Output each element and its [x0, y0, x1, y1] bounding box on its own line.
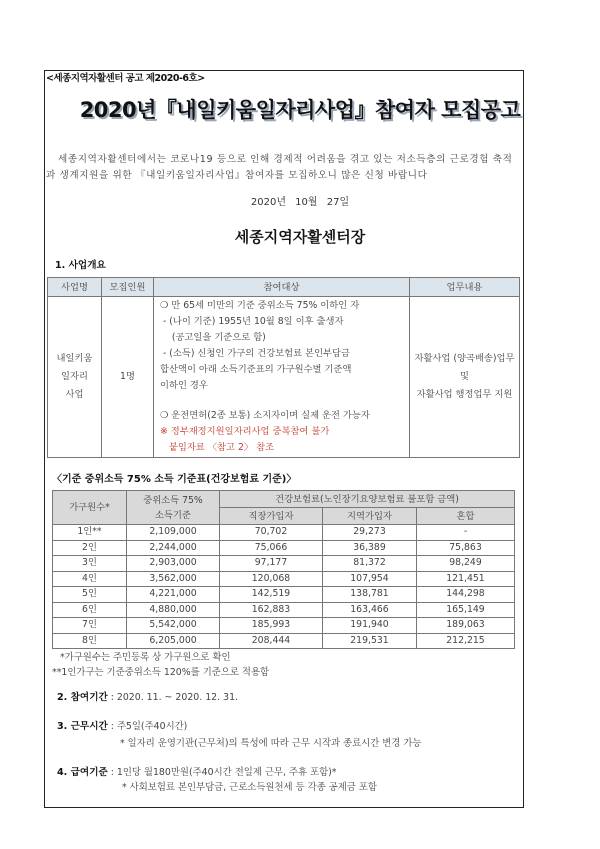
text: 사업: [65, 389, 84, 400]
income-criteria-table: [52, 490, 515, 649]
table-row: [53, 618, 515, 634]
table-row: [53, 602, 515, 618]
table-cell: 8인: [53, 633, 127, 649]
section4: [52, 765, 515, 780]
header-cell: 모집인원: [102, 278, 154, 297]
notice-date: 2020년 10월 27일: [250, 197, 350, 208]
spacer: [160, 394, 409, 408]
table-cell: 6,205,000: [127, 633, 220, 649]
table-cell: 75,066: [220, 540, 323, 556]
target-line: - (나이 기준) 1955년 10월 8일 이후 출생자: [160, 316, 344, 327]
table-cell: 81,372: [323, 556, 417, 572]
table-row: [53, 587, 515, 603]
intro-line-2: 과 생계지원을 위한 『내일키움일자리사업』참여자를 모집하오니 많은 신청 바랍니다: [46, 170, 428, 181]
text: 중위소득 75%: [143, 494, 203, 506]
table-cell: 2,109,000: [127, 525, 220, 541]
table-row: [53, 525, 515, 541]
table-row: [53, 571, 515, 587]
income-table-caption: 〈기준 중위소득 75% 소득 기준표(건강보험료 기준)〉: [52, 474, 297, 485]
table-cell: 212,215: [417, 633, 515, 649]
header-cell: 지역가입자: [323, 508, 417, 525]
header-cell: 업무내용: [410, 278, 520, 297]
table-cell: 121,451: [417, 571, 515, 587]
section3: [52, 719, 515, 734]
table-cell: 5,542,000: [127, 618, 220, 634]
target-line: ❍ 만 65세 미만의 기준 중위소득 75% 이하인 자: [160, 300, 360, 311]
page-title: 2020년『내일키움일자리사업』참여자 모집공고: [79, 98, 521, 122]
section3-note: * 일자리 운영기관(근무처)의 특성에 따라 근무 시작과 종료시간 변경 가능: [120, 738, 422, 749]
target-warning: ※ 정부재정지원일자리사업 중복참여 불가: [160, 426, 330, 437]
table-cell: 191,940: [323, 618, 417, 634]
header-cell: [127, 491, 220, 525]
table-cell: 97,177: [220, 556, 323, 572]
header-cell: 직장가입자: [220, 508, 323, 525]
table-cell: 70,702: [220, 525, 323, 541]
table-cell: 2,244,000: [127, 540, 220, 556]
signature: 세종지역자활센터장: [234, 228, 366, 246]
table-cell: 144,298: [417, 587, 515, 603]
table-cell: 208,444: [220, 633, 323, 649]
section3-value: : 주5일(주40시간): [107, 721, 188, 732]
table-cell: 4,880,000: [127, 602, 220, 618]
table-cell: 5인: [53, 587, 127, 603]
table-cell: 163,466: [323, 602, 417, 618]
table-cell: 189,063: [417, 618, 515, 634]
table-cell: 165,149: [417, 602, 515, 618]
table-row: [53, 540, 515, 556]
header-cell: 혼합: [417, 508, 515, 525]
section3-heading: 3. 근무시간: [57, 721, 108, 732]
section1-heading: 1. 사업개요: [55, 260, 106, 271]
table-cell: 2,903,000: [127, 556, 220, 572]
section2-heading: 2. 참여기간: [57, 692, 108, 703]
target-line: (공고일을 기준으로 함): [160, 332, 266, 343]
section4-note: * 사회보험료 본인부담금, 근로소득원천세 등 각종 공제금 포함: [122, 782, 377, 793]
business-name-cell: [48, 297, 102, 458]
table-cell: 2인: [53, 540, 127, 556]
table-cell: 4인: [53, 571, 127, 587]
table-cell: 142,519: [220, 587, 323, 603]
notice-number: <세종지역자활센터 공고 제2020-6호>: [46, 73, 205, 84]
header-cell: 사업명: [48, 278, 102, 297]
table-cell: 7인: [53, 618, 127, 634]
section2-value: : 2020. 11. ~ 2020. 12. 31.: [107, 692, 239, 703]
table-cell: 75,863: [417, 540, 515, 556]
text: 자활사업 행정업무 지원: [416, 389, 513, 400]
target-line: 이하인 경우: [160, 380, 208, 391]
table-cell: 162,883: [220, 602, 323, 618]
table-cell: 98,249: [417, 556, 515, 572]
table-cell: 185,993: [220, 618, 323, 634]
table-cell: 29,273: [323, 525, 417, 541]
target-line: 합산액이 아래 소득기준표의 가구원수별 기준액: [160, 364, 352, 375]
table-cell: -: [417, 525, 515, 541]
intro-line-1: 세종지역자활센터에서는 코로나19 등으로 인해 경제적 어려움을 겪고 있는 저소득층의 근로경험 축적: [58, 154, 513, 165]
section4-heading: 4. 급여기준: [57, 767, 108, 778]
section2: [52, 690, 515, 705]
table-cell: 36,389: [323, 540, 417, 556]
header-cell: 건강보험료(노인장기요양보험료 불포함 금액): [220, 491, 515, 508]
table-cell: 1인**: [53, 525, 127, 541]
table-cell: 107,954: [323, 571, 417, 587]
text: 소득기준: [155, 509, 191, 521]
table-cell: 6인: [53, 602, 127, 618]
text: 및: [460, 371, 469, 382]
table-cell: 3,562,000: [127, 571, 220, 587]
table-cell: 4,221,000: [127, 587, 220, 603]
text: 일자리: [61, 371, 88, 382]
business-overview-table: [47, 277, 520, 458]
target-line: - (소득) 신청인 가구의 건강보험료 본인부담금: [160, 348, 350, 359]
table-note: **1인가구는 기준중위소득 120%를 기준으로 적용함: [52, 667, 270, 678]
table-cell: 3인: [53, 556, 127, 572]
text: 내일키움: [56, 353, 93, 364]
target-cell: [154, 297, 410, 458]
recruits-cell: 1명: [102, 297, 154, 458]
section4-value: : 1인당 월180만원(주40시간 전일제 근무, 주휴 포함)*: [107, 767, 337, 778]
table-cell: 138,781: [323, 587, 417, 603]
lower-content: [52, 470, 515, 795]
table-cell: 219,531: [323, 633, 417, 649]
section1: [47, 257, 520, 458]
table-cell: 120,068: [220, 571, 323, 587]
table-note: *가구원수는 주민등록 상 가구원으로 확인: [60, 652, 231, 663]
table-row: [53, 556, 515, 572]
duties-cell: [410, 297, 520, 458]
text: 자활사업 (양곡배송)업무: [414, 353, 515, 364]
header-cell: 참여대상: [154, 278, 410, 297]
header-cell: 가구원수*: [53, 491, 127, 525]
target-warning: 붙임자료 〈참고 2〉 참조: [160, 442, 275, 453]
table-row: [53, 633, 515, 649]
target-line: ❍ 운전면허(2종 보통) 소지자이며 실제 운전 가능자: [160, 410, 370, 421]
